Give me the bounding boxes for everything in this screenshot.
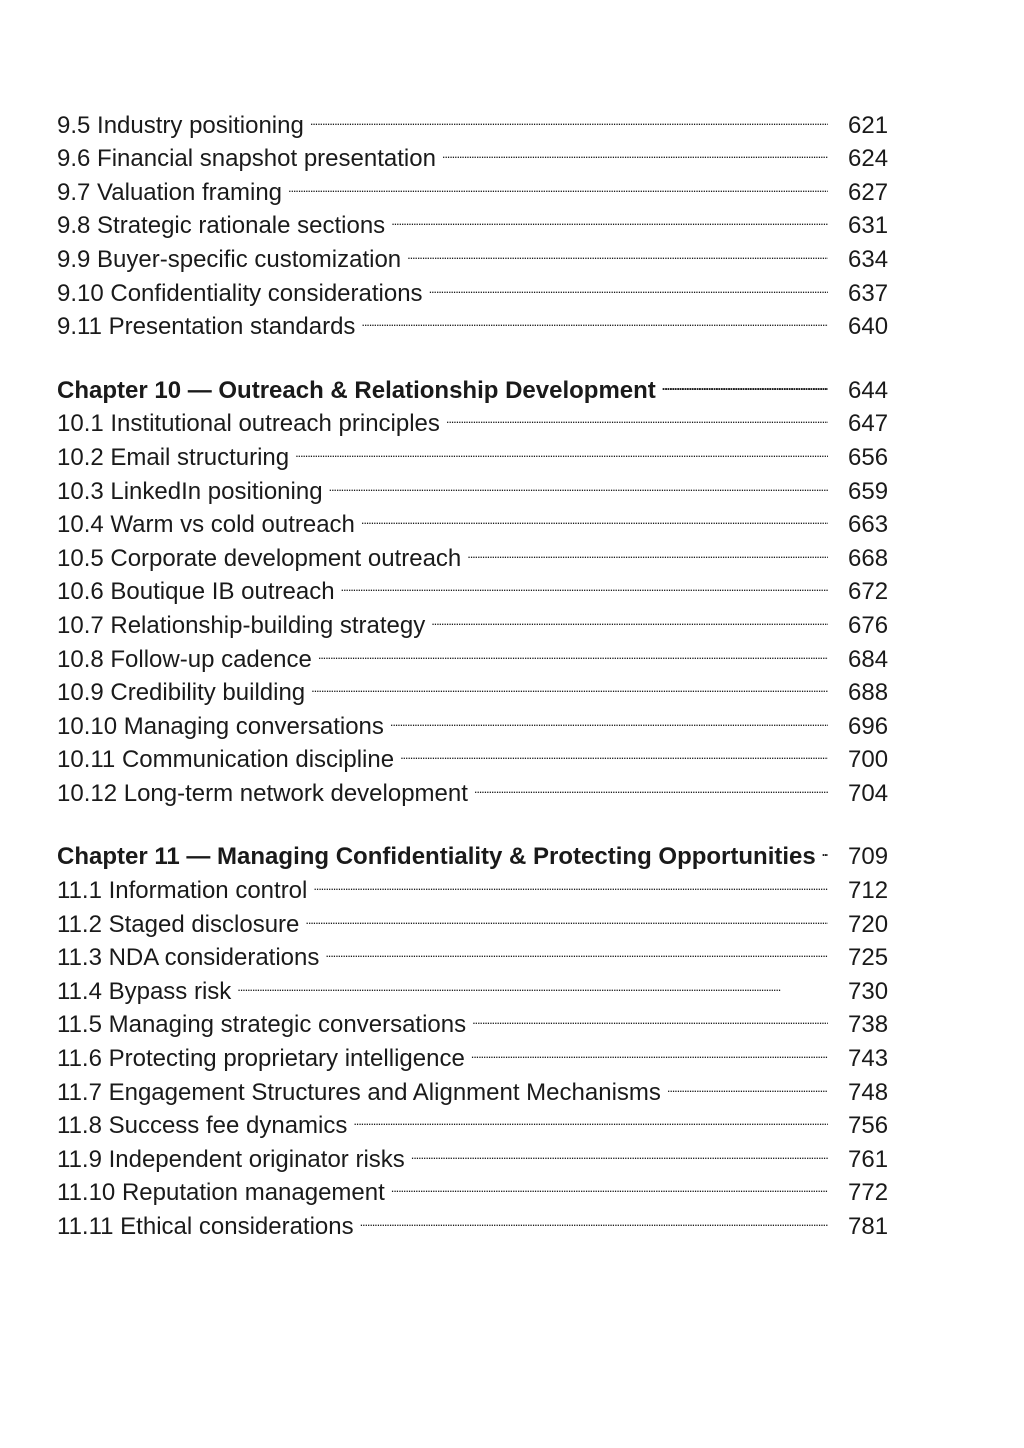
toc-dot-leader [429,267,828,301]
toc-dot-leader [411,1133,828,1167]
toc-entry-page: 663 [848,511,889,539]
toc-entry-title: 10.7 Relationship-building strategy [57,611,426,639]
toc-dot-leader [305,898,828,932]
toc-dot-leader [295,431,828,465]
toc-entry-page: 656 [848,443,889,471]
toc-entry-page: 668 [848,544,889,572]
toc-dot-leader [288,166,828,200]
toc-entry-page: 634 [848,245,889,273]
toc-entry-title: 9.11 Presentation standards [57,313,356,341]
toc-dot-leader [472,999,828,1033]
toc-entry-title: 9.8 Strategic rationale sections [57,212,386,240]
toc-dot-leader [361,499,828,533]
toc-chapter-title: Chapter 11 — Managing Confidentiality & Protecting Opportunities [57,843,816,871]
toc-entry-title: 11.3 NDA considerations [57,944,320,972]
toc-entry-title: 10.6 Boutique IB outreach [57,578,335,606]
toc-entry[interactable] [57,99,910,139]
toc-entry-page: 748 [848,1078,889,1106]
toc-section-chapter-10 [57,364,910,807]
toc-entry-title: 9.9 Buyer-specific customization [57,245,402,273]
toc-entry-title: 10.12 Long-term network development [57,779,468,807]
toc-dot-leader [662,364,828,398]
toc-dot-leader [474,767,828,801]
toc-dot-leader [310,99,828,133]
toc-dot-leader [353,1100,828,1134]
toc-entry-title: 9.6 Financial snapshot presentation [57,145,436,173]
toc-entry-title: 10.3 LinkedIn positioning [57,477,323,505]
toc-entry-page: 696 [848,712,889,740]
toc-entry-title: 11.10 Reputation management [57,1179,385,1207]
toc-entry-title: 9.5 Industry positioning [57,111,304,139]
toc-dot-leader [329,465,828,499]
toc-dot-leader [361,301,828,335]
toc-chapter-heading[interactable] [57,364,910,404]
toc-entry-title: 10.9 Credibility building [57,679,306,707]
toc-dot-leader [390,700,828,734]
toc-dot-leader [407,233,828,267]
toc-dot-leader [360,1200,828,1234]
toc-entry-page: 738 [848,1011,889,1039]
toc-dot-leader [391,1167,828,1201]
toc-entry-page: 700 [848,746,889,774]
toc-chapter-title: Chapter 10 — Outreach & Relationship Development [57,376,656,404]
table-of-contents [57,99,910,1240]
toc-entry-page: 756 [848,1112,889,1140]
toc-chapter-page: 709 [848,843,889,871]
toc-entry-page: 624 [848,145,889,173]
toc-dot-leader [237,965,828,999]
toc-entry-title: 9.10 Confidentiality considerations [57,279,423,307]
toc-entry-title: 11.4 Bypass risk [57,977,232,1005]
toc-dot-leader [313,864,828,898]
toc-entry-title: 11.11 Ethical considerations [57,1213,354,1240]
toc-entry-page: 676 [848,611,889,639]
toc-entry-title: 10.1 Institutional outreach principles [57,410,440,438]
toc-entry-title: 9.7 Valuation framing [57,178,283,206]
toc-entry-page: 725 [848,944,889,972]
toc-dot-leader [446,398,828,432]
toc-dot-leader [325,932,828,966]
toc-entry-page: 659 [848,477,889,505]
toc-chapter-page: 644 [848,376,889,404]
toc-entry-page: 621 [848,111,889,139]
toc-dot-leader [471,1032,828,1066]
toc-section-chapter-11 [57,831,910,1240]
toc-entry-title: 11.5 Managing strategic conversations [57,1011,467,1039]
toc-entry-title: 11.7 Engagement Structures and Alignment Mechanisms [57,1078,661,1106]
toc-section-chapter-9 [57,99,910,341]
toc-dot-leader [467,532,828,566]
toc-entry-page: 761 [848,1145,889,1173]
toc-entry-title: 10.11 Communication discipline [57,746,395,774]
toc-dot-leader [318,633,828,667]
toc-chapter-heading[interactable] [57,831,910,871]
toc-dot-leader [341,566,828,600]
toc-dot-leader [667,1066,828,1100]
toc-entry-title: 10.10 Managing conversations [57,712,384,740]
toc-entry-page: 637 [848,279,889,307]
toc-entry-page: 640 [848,313,889,341]
toc-entry-title: 10.5 Corporate development outreach [57,544,462,572]
toc-entry-page: 720 [848,910,889,938]
toc-entry-page: 672 [848,578,889,606]
toc-entry-page: 647 [848,410,889,438]
toc-entry-title: 11.9 Independent originator risks [57,1145,405,1173]
toc-entry-page: 684 [848,645,889,673]
toc-entry-page: 704 [848,779,889,807]
toc-entry-title: 11.8 Success fee dynamics [57,1112,348,1140]
toc-entry-page: 688 [848,679,889,707]
toc-entry-title: 10.8 Follow-up cadence [57,645,312,673]
toc-entry-title: 10.4 Warm vs cold outreach [57,511,355,539]
toc-entry-title: 11.2 Staged disclosure [57,910,300,938]
toc-entry-page: 781 [848,1213,889,1240]
toc-entry-page: 712 [848,877,889,905]
toc-dot-leader [391,200,828,234]
toc-entry-title: 11.6 Protecting proprietary intelligence [57,1045,465,1073]
toc-entry-title: 10.2 Email structuring [57,443,290,471]
toc-entry-page: 627 [848,178,889,206]
toc-entry-page: 743 [848,1045,889,1073]
toc-dot-leader [400,734,828,768]
toc-dot-leader [311,667,828,701]
toc-entry-page: 730 [848,977,889,1005]
toc-entry-page: 772 [848,1179,889,1207]
toc-dot-leader [431,599,828,633]
toc-dot-leader [442,133,828,167]
toc-entry-title: 11.1 Information control [57,877,308,905]
toc-entry-page: 631 [848,212,889,240]
toc-dot-leader [822,831,828,865]
